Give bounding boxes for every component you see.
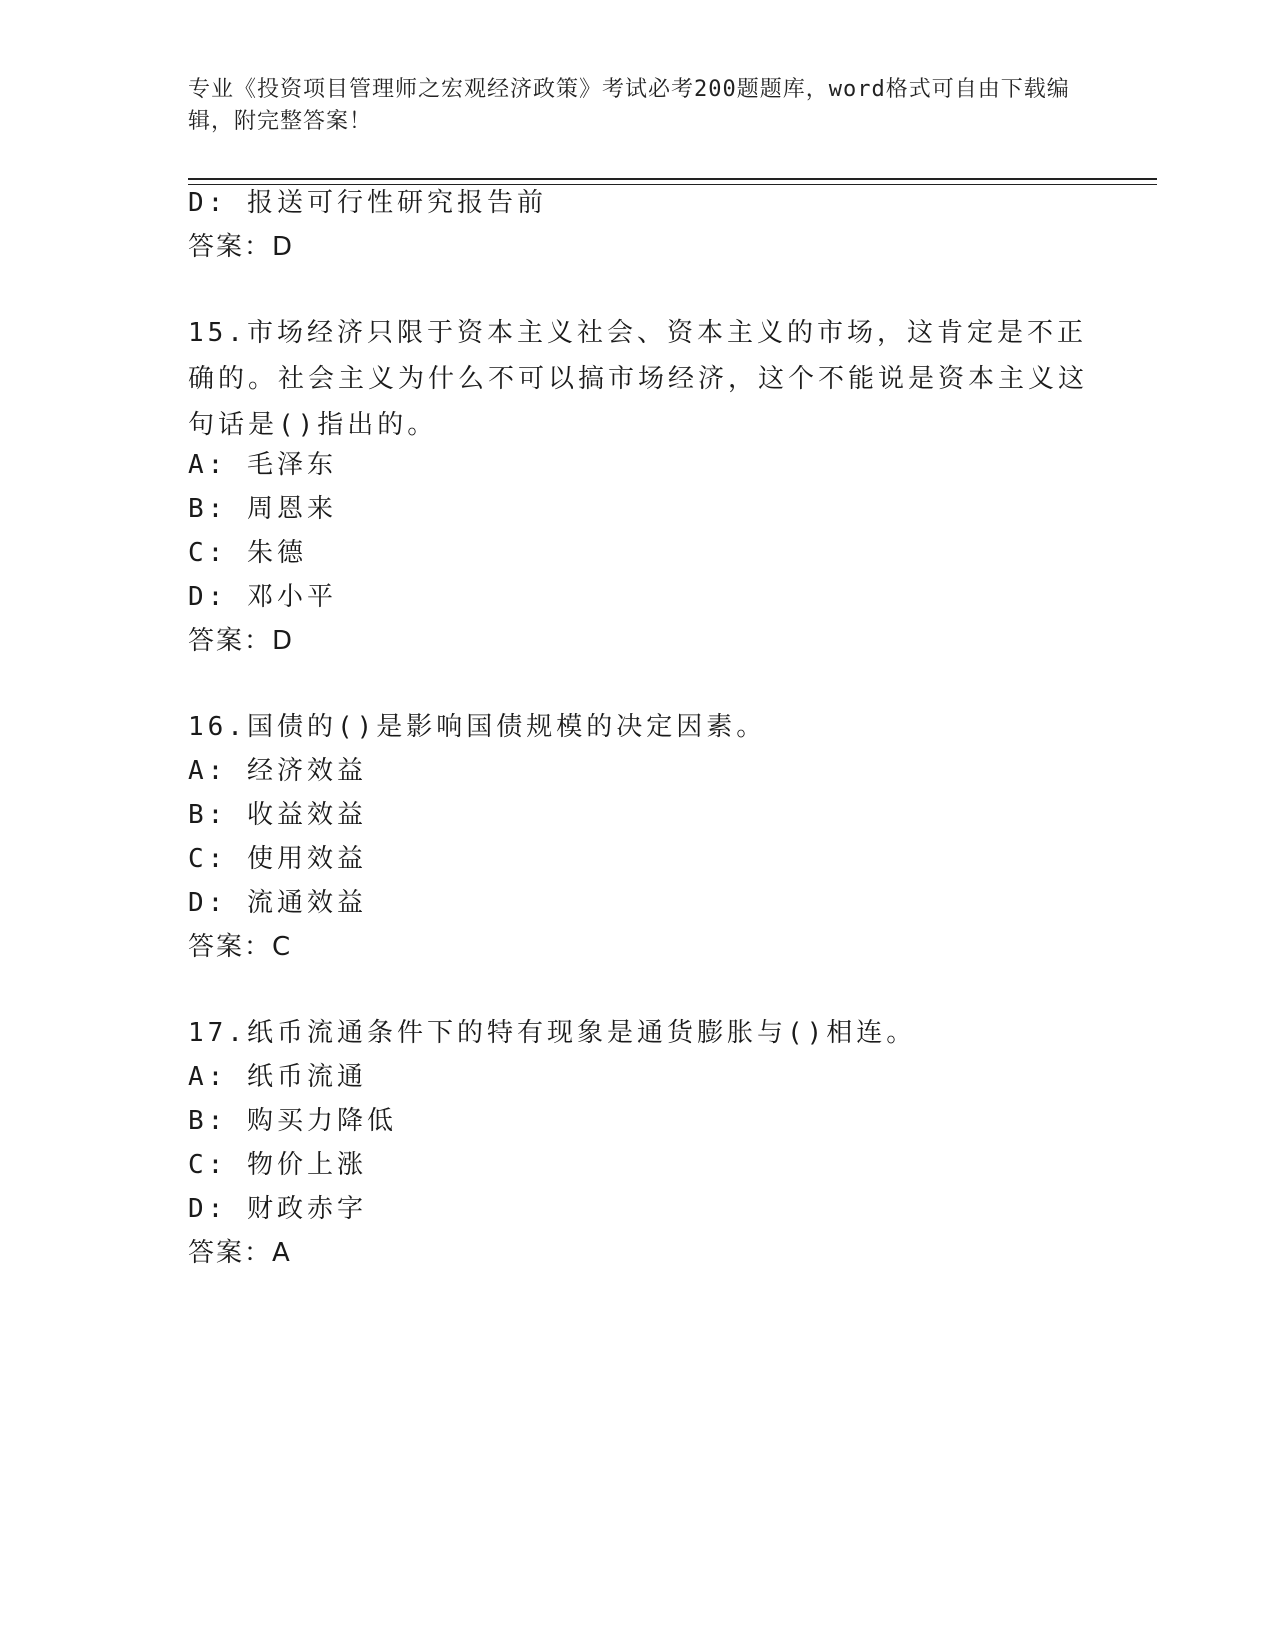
- carryover-option-d: D: 报送可行性研究报告前: [188, 188, 547, 218]
- question-16-option-a: A: 经济效益: [188, 756, 367, 786]
- question-17-option-d: D: 财政赤字: [188, 1194, 367, 1224]
- question-17-answer: 答案：A: [188, 1238, 292, 1268]
- question-17-stem: 17.纸币流通条件下的特有现象是通货膨胀与()相连。: [188, 1018, 917, 1048]
- question-16-stem: 16.国债的()是影响国债规模的决定因素。: [188, 712, 767, 742]
- question-15-option-d: D: 邓小平: [188, 582, 337, 612]
- question-15-option-b: B: 周恩来: [188, 494, 337, 524]
- document-header: 专业《投资项目管理师之宏观经济政策》考试必考200题题库，word格式可自由下载编辑，附完整答案！: [188, 77, 1070, 134]
- question-15-answer: 答案：D: [188, 626, 295, 656]
- carryover-answer: 答案：D: [188, 232, 295, 262]
- question-16-option-d: D: 流通效益: [188, 888, 367, 918]
- question-15-option-c: C: 朱德: [188, 538, 307, 568]
- question-15-option-a: A: 毛泽东: [188, 450, 337, 480]
- question-17-option-b: B: 购买力降低: [188, 1106, 397, 1136]
- question-16-option-c: C: 使用效益: [188, 844, 367, 874]
- question-16-option-b: B: 收益效益: [188, 800, 367, 830]
- question-17-option-c: C: 物价上涨: [188, 1150, 367, 1180]
- question-16-answer: 答案：C: [188, 932, 293, 962]
- question-15-stem: 15.市场经济只限于资本主义社会、资本主义的市场，这肯定是不正确的。社会主义为什么不可以搞市场经济，这个不能说是资本主义这句话是()指出的。: [188, 318, 1089, 440]
- question-17-option-a: A: 纸币流通: [188, 1062, 367, 1092]
